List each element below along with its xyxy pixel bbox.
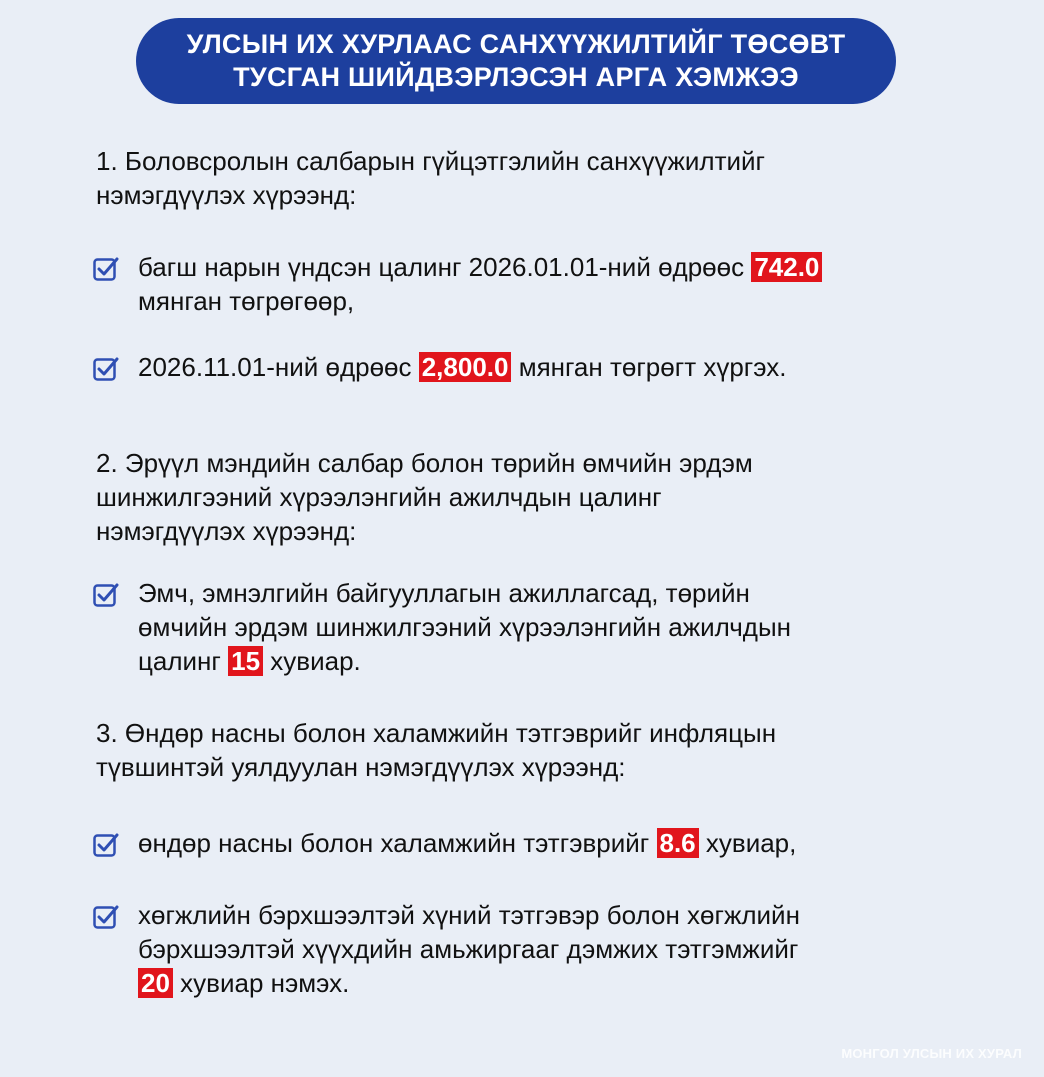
section-1-item-2: 2026.11.01-ний өдрөөс 2,800.0 мянган төгрөгт хүргэх.: [92, 350, 787, 384]
title-line-1: УЛСЫН ИХ ХУРЛААС САНХҮҮЖИЛТИЙГ ТӨСӨВТ: [186, 29, 846, 59]
checkbox-checked-icon: [92, 255, 120, 283]
section-3-heading: 3. Өндөр насны болон халамжийн тэтгэврийг инфляцын түвшинтэй уялдуулан нэмэгдүүлэх хүрээнд:: [96, 718, 777, 782]
section-1-heading: 1. Боловсролын салбарын гүйцэтгэлийн санхүүжилтийг нэмэгдүүлэх хүрээнд:: [96, 146, 766, 210]
highlight-value: 2,800.0: [419, 352, 512, 382]
section-1-item-1: багш нарын үндсэн цалинг 2026.01.01-ний өдрөөс 742.0 мянган төгрөгөөр,: [92, 250, 822, 318]
title-banner: [136, 18, 896, 104]
section-3-item-2: хөгжлийн бэрхшээлтэй хүний тэтгэвэр болон хөгжлийн бэрхшээлтэй хүүхдийн амьжиргааг дэмжих тэтгэмжийг 20 хувиар нэмэх.: [92, 898, 800, 1000]
checkbox-checked-icon: [92, 903, 120, 931]
watermark: МОНГОЛ УЛСЫН ИХ ХУРАЛ: [841, 1046, 1022, 1061]
checkbox-checked-icon: [92, 355, 120, 383]
highlight-value: 15: [228, 646, 263, 676]
highlight-value: 20: [138, 968, 173, 998]
section-2-heading: 2. Эрүүл мэндийн салбар болон төрийн өмчийн эрдэм шинжилгээний хүрээлэнгийн ажилчдын цалинг нэмэгдүүлэх хүрээнд:: [96, 448, 753, 546]
section-2-item-1: Эмч, эмнэлгийн байгууллагын ажиллагсад, төрийн өмчийн эрдэм шинжилгээний хүрээлэнгийн ажилчдын цалинг 15 хувиар.: [92, 576, 791, 678]
title-line-2: ТУСГАН ШИЙДВЭРЛЭСЭН АРГА ХЭМЖЭЭ: [233, 62, 799, 92]
checkbox-checked-icon: [92, 581, 120, 609]
highlight-value: 742.0: [751, 252, 822, 282]
checkbox-checked-icon: [92, 831, 120, 859]
highlight-value: 8.6: [657, 828, 699, 858]
section-3-item-1: өндөр насны болон халамжийн тэтгэврийг 8.6 хувиар,: [92, 826, 796, 860]
